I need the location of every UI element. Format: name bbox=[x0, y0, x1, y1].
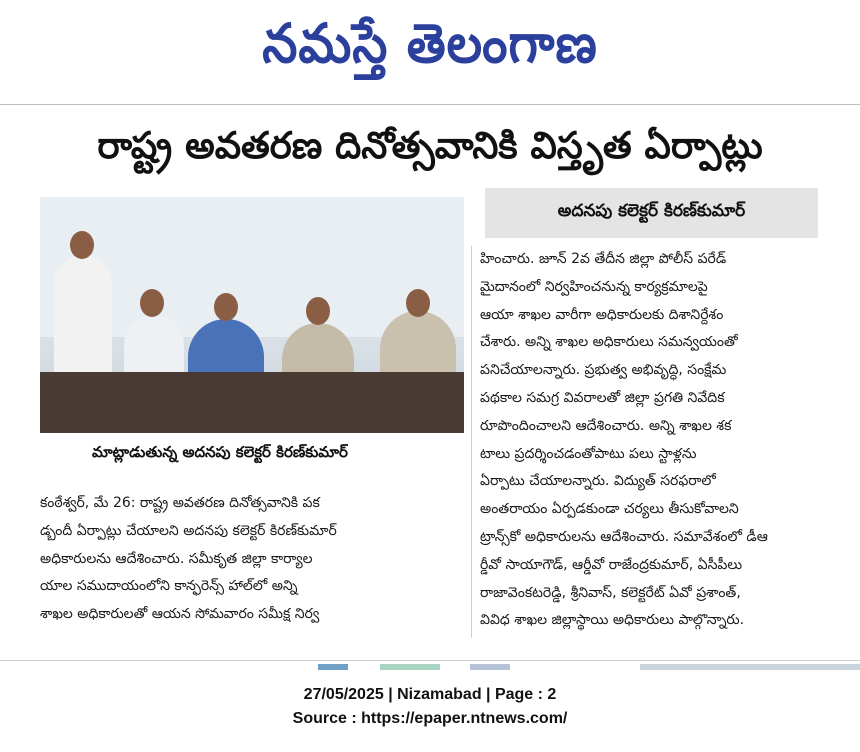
photo-head bbox=[214, 293, 238, 321]
footer-date-line: 27/05/2025 | Nizamabad | Page : 2 bbox=[303, 686, 557, 703]
photo-head bbox=[406, 289, 430, 317]
photo-head bbox=[306, 297, 330, 325]
bottom-rule bbox=[0, 660, 860, 661]
masthead-logo: నమస్తే తెలంగాణ bbox=[262, 11, 598, 75]
photo-head bbox=[70, 231, 94, 259]
text-line: వివిధ శాఖల జిల్లాస్థాయి అధికారులు పాల్గొన్నారు. bbox=[480, 612, 745, 629]
article-headline: రాష్ట్ర అవతరణ దినోత్సవానికి విస్తృత ఏర్పాట్లు bbox=[97, 124, 763, 167]
photo-head bbox=[140, 289, 164, 317]
photo-table bbox=[40, 372, 464, 433]
text-line: ట్రాన్స్‌కో అధికారులను ఆదేశించారు. సమావేశంలో డీఆ bbox=[480, 528, 768, 545]
text-line: మైదానంలో నిర్వహించనున్న కార్యక్రమాలపై bbox=[480, 278, 708, 295]
next-article-strip bbox=[640, 664, 860, 670]
next-article-strip bbox=[318, 664, 348, 670]
top-rule bbox=[0, 104, 860, 105]
text-line: డ్బందీ ఏర్పాట్లు చేయాలని అదనపు కలెక్టర్ కిరణ్‌కుమార్ bbox=[40, 522, 337, 539]
text-line: హించారు. జూన్ 2వ తేదీన జిల్లా పోలీస్ పరేడ్ bbox=[480, 251, 727, 267]
subheadline-box: అదనపు కలెక్టర్ కిరణ్‌కుమార్ bbox=[485, 188, 818, 238]
text-line: చేశారు. అన్ని శాఖల అధికారులు సమన్వయంతో bbox=[480, 334, 738, 351]
footer-source-line: Source : https://epaper.ntnews.com/ bbox=[292, 710, 568, 727]
text-line: పనిచేయాలన్నారు. ప్రభుత్వ అభివృద్ధి, సంక్షేమ bbox=[480, 362, 727, 379]
text-line: ఆయా శాఖల వారీగా అధికారులకు దిశానిర్దేశం bbox=[480, 306, 724, 323]
text-line: రూపొందించాలని ఆదేశించారు. అన్ని శాఖల శక bbox=[480, 417, 732, 434]
text-line: ఏర్పాటు చేయాలన్నారు. విద్యుత్ సరఫరాలో bbox=[480, 473, 716, 490]
text-line: టాలు ప్రదర్శించడంతోపాటు పలు స్టాళ్లను bbox=[480, 445, 697, 462]
text-line: యాల సముదాయంలోని కాన్ఫరెన్స్ హాల్‌లో అన్ని bbox=[40, 578, 298, 595]
photo-caption: మాట్లాడుతున్న అదనపు కలెక్టర్ కిరణ్‌కుమార్ bbox=[92, 443, 348, 461]
text-line: ర్డీవో సాయాగౌడ్, ఆర్డీవో రాజేంద్రకుమార్, ఏసీపీలు bbox=[480, 556, 743, 573]
masthead bbox=[0, 0, 860, 100]
column-divider bbox=[471, 246, 472, 638]
text-line: అధికారులను ఆదేశించారు. సమీకృత జిల్లా కార్యాల bbox=[40, 550, 313, 567]
text-line: కంఠేశ్వర్, మే 26: రాష్ట్ర అవతరణ దినోత్సవానికి పక bbox=[40, 495, 320, 511]
photo-person bbox=[54, 255, 112, 380]
next-article-strip bbox=[380, 664, 440, 670]
text-line: శాఖల అధికారులతో ఆయన సోమవారం సమీక్ష నిర్వ bbox=[40, 606, 320, 623]
article-photo bbox=[40, 197, 464, 433]
text-line: అంతరాయం ఏర్పడకుండా చర్యలు తీసుకోవాలని bbox=[480, 501, 739, 518]
article-column-left bbox=[40, 490, 464, 638]
next-article-strip bbox=[470, 664, 510, 670]
article-column-right bbox=[480, 246, 820, 638]
text-line: పథకాల సమగ్ర వివరాలతో జిల్లా ప్రగతి నివేదిక bbox=[480, 389, 725, 406]
text-line: రాజావెంకటరెడ్డి, శ్రీనివాస్, కలెక్టరేట్ ఏవో ప్రశాంత్, bbox=[480, 584, 741, 601]
